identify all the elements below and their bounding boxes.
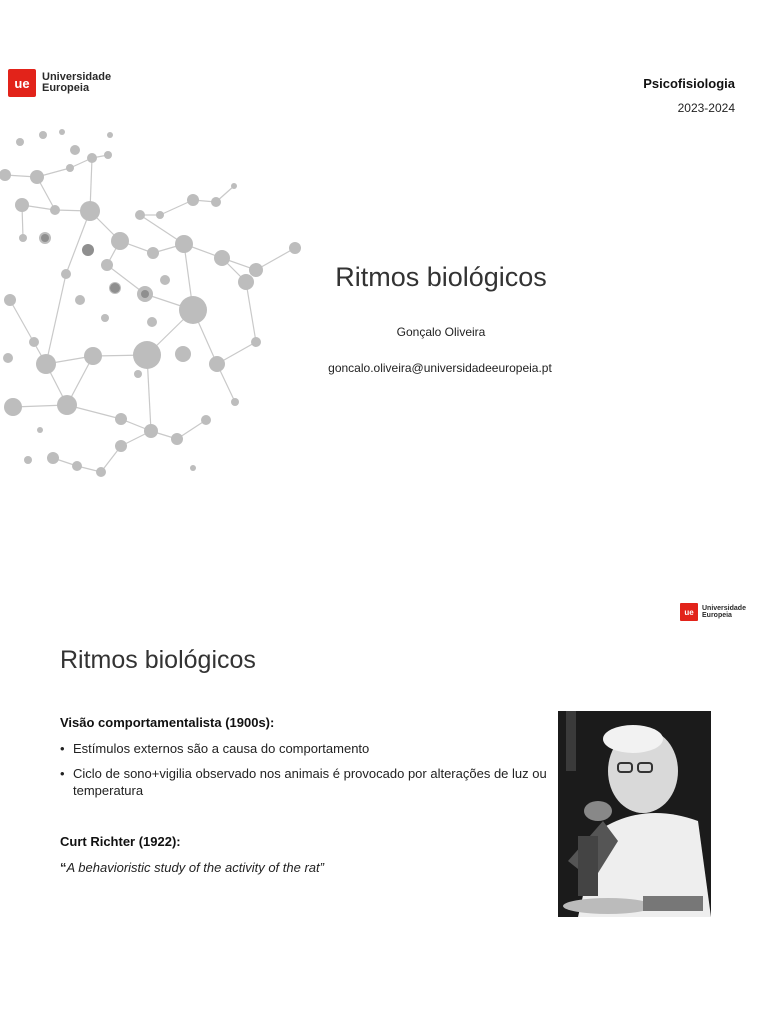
logo-text-line1: Universidade [42,71,112,83]
section-heading-richter: Curt Richter (1922): [60,834,181,849]
ue-logo-mark: ue [680,603,698,621]
bullet-list [60,740,550,807]
logo-text-line2: Europeia [42,82,90,94]
university-logo [8,69,111,97]
author-email: goncalo.oliveira@universidadeeuropeia.pt [328,361,552,375]
logo-text-line2: Europeia [702,612,732,619]
course-name: Psicofisiologia [643,76,735,91]
quote-open-mark: “ [60,860,67,875]
presentation-title: Ritmos biológicos [335,262,547,292]
quote-text [60,860,324,875]
quote-body: A behavioristic study of the activity of the rat” [66,860,324,875]
list-item [60,765,550,799]
logo-text-line1: Universidade [702,605,746,612]
bullet-text: Ciclo de sono+vigilia observado nos animais é provocado por alterações de luz ou temperatura [73,766,547,798]
bullet-text: Estímulos externos são a causa do comportamento [73,741,370,756]
molecular-network-graphic [0,120,340,490]
bullet-icon: • [60,766,65,781]
author-name: Gonçalo Oliveira [396,325,486,339]
section-heading-behaviorist: Visão comportamentalista (1900s): [60,715,275,730]
list-item [60,740,550,757]
ue-logo-mark: ue [8,69,36,97]
bullet-icon: • [60,741,65,756]
curt-richter-photo [558,711,711,917]
academic-year: 2023-2024 [677,101,735,115]
slide-title: Ritmos biológicos [60,646,256,674]
title-slide [0,0,768,500]
university-logo-small [680,603,746,621]
